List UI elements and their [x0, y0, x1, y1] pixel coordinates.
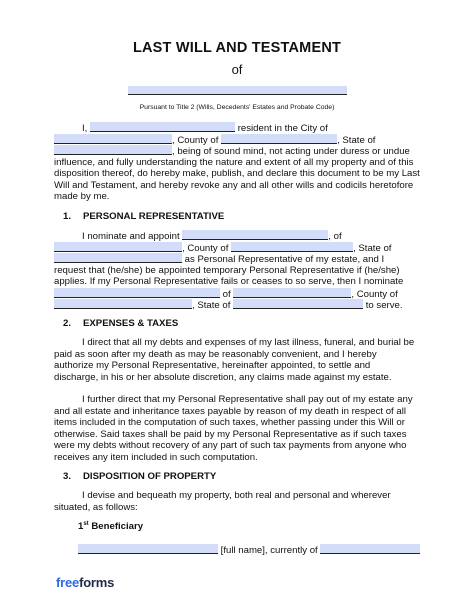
freeforms-logo: freeforms [56, 575, 115, 590]
section-3-heading: 3. DISPOSITION OF PROPERTY [63, 471, 217, 482]
section-1-paragraph: I nominate and appoint , of , County of , State of as Personal Representative of my estate, and I request that (he/she) be appointed temporary Personal Representative if (he/she) applies. If my Personal Representative fails or ceases to so serve, then I nominate of , County of , State of to serve. [54, 231, 404, 311]
testator-name-field-2[interactable] [90, 122, 235, 132]
of-label: of [231, 62, 243, 77]
section-2-paragraph-1: I direct that all my debts and expenses of my last illness, funeral, and burial be paid as soon after my death as may be reasonably convenient, and I hereby authorize my Personal Representative, hereinafter appointed, to settle and discharge, in his or her absolute discretion, any claims made against my estate. [54, 337, 415, 383]
beneficiary-address-field[interactable] [320, 544, 420, 554]
representative-city-field[interactable] [54, 242, 182, 252]
alternate-city-field[interactable] [233, 288, 351, 298]
section-1-heading: 1. PERSONAL REPRESENTATIVE [63, 211, 225, 222]
testator-name-field[interactable] [128, 86, 347, 95]
county-field[interactable] [221, 134, 337, 144]
section-2-paragraph-2: I further direct that my Personal Representative shall pay out of my estate any and all estate and inheritance taxes payable by reason of my death in respect of all items included in the computation of such taxes, whether passing under this Will or otherwise. Said taxes shall be paid by my Personal Representative as if such taxes were my debts without recovery of any part of such tax payments from anyone who receives any item included in such computation. [54, 394, 413, 463]
document-subtitle: Pursuant to Title 2 (Wills, Decedents' Estates and Probate Code) [139, 104, 335, 111]
state-field[interactable] [54, 145, 172, 155]
beneficiary-line: [full name], currently of [78, 544, 438, 556]
alternate-representative-field[interactable] [54, 288, 220, 298]
representative-county-field[interactable] [231, 242, 353, 252]
city-field[interactable] [54, 134, 172, 144]
beneficiary-heading: 1st Beneficiary [78, 521, 144, 532]
beneficiary-name-field[interactable] [78, 544, 218, 554]
document-title: LAST WILL AND TESTAMENT [132, 40, 342, 56]
alternate-state-field[interactable] [233, 299, 363, 309]
representative-name-field[interactable] [182, 230, 328, 240]
representative-state-field[interactable] [54, 253, 182, 263]
section-2-heading: 2. EXPENSES & TAXES [63, 318, 179, 329]
intro-paragraph: I, resident in the City of , County of , State of , being of sound mind, not acting under duress or undue influence, and fully understanding the nature and extent of all my property and of this disposition thereof, do hereby make, publish, and declare this document to be my Last Will and Testament, and hereby revoke any and all other wills and codicils heretofore made by me. [54, 123, 420, 202]
alternate-county-field[interactable] [54, 299, 192, 309]
section-3-paragraph: I devise and bequeath my property, both real and personal and wherever situated, as follows: [54, 490, 391, 513]
